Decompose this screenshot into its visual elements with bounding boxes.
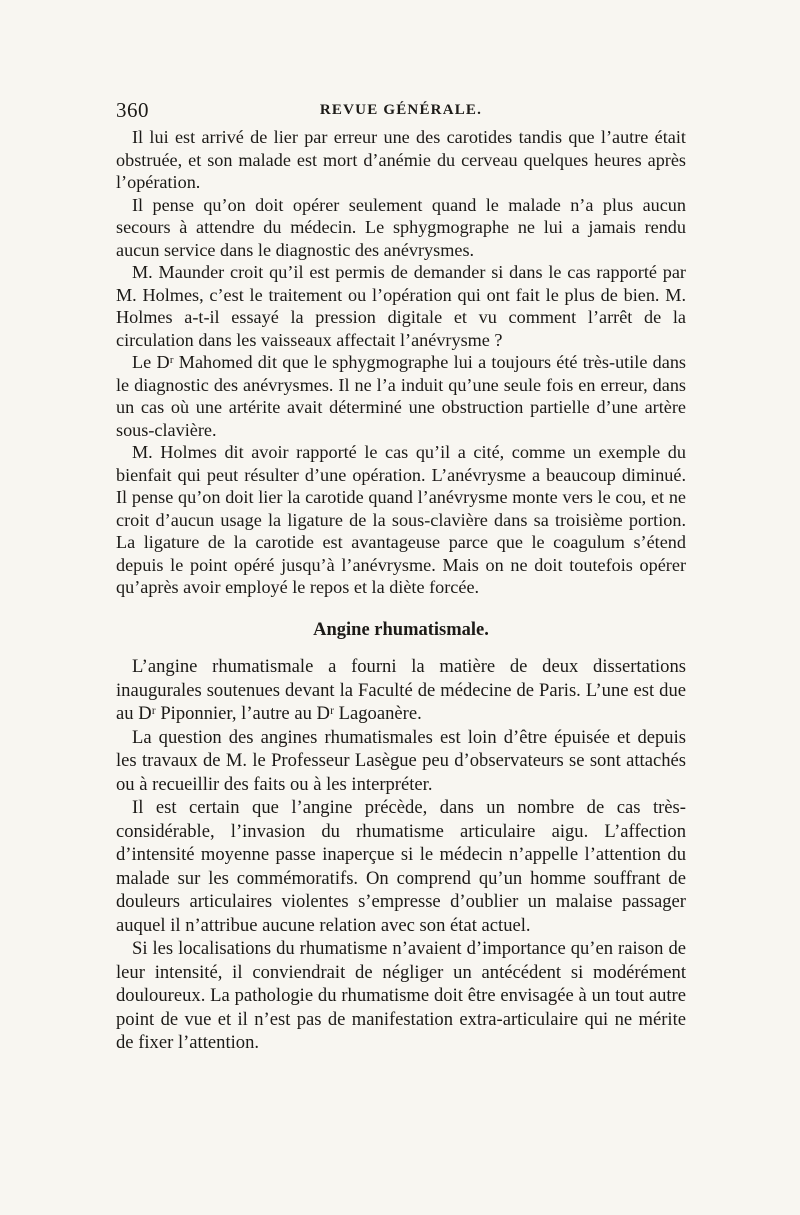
- paragraph: Si les localisations du rhumatisme n’avaient d’importance qu’en raison de leur intensité, il conviendrait de négliger un antécédent si modérément douloureux. La pathologie du rhumatisme doit être envisagée à un tout autre point de vue et il n’est pas de manifestation extra-articulaire qui ne mérite de fixer l’attention.: [116, 938, 686, 1053]
- section-title: Angine rhumatismale.: [313, 619, 489, 640]
- paragraph: Le Dʳ Mahomed dit que le sphygmographe lui a toujours été très-utile dans le diagnostic des anévrysmes. Il ne l’a induit qu’une seule fois en erreur, dans un cas où une artérite avait déterminé une obstruction partielle d’une artère sous-clavière.: [116, 352, 686, 440]
- paragraph: M. Maunder croit qu’il est permis de demander si dans le cas rapporté par M. Holmes, c’est le traitement ou l’opération qui ont fait le plus de bien. M. Holmes a-t-il essayé la pression digitale et vu comment l’arrêt de la circulation dans les vaisseaux affectait l’anévrysme ?: [116, 262, 686, 350]
- paragraph: M. Holmes dit avoir rapporté le cas qu’il a cité, comme un exemple du bienfait qui peut résulter d’une opération. L’anévrysme a beaucoup diminué. Il pense qu’on doit lier la carotide quand l’anévrysme monte vers le cou, et ne croit d’aucun usage la ligature de la sous-clavière dans sa troisième portion. La ligature de la carotide est avantageuse parce que le coagulum s’étend depuis le point opéré jusqu’à l’anévrysme. Mais on ne doit toutefois opérer qu’après avoir employé le repos et la diète forcée.: [116, 442, 686, 597]
- paragraph: Il pense qu’on doit opérer seulement quand le malade n’a plus aucun secours à attendre du médecin. Le sphygmographe ne lui a jamais rendu aucun service dans le diagnostic des anévrysmes.: [116, 194, 686, 260]
- page-header: [116, 98, 686, 122]
- paragraph: Il lui est arrivé de lier par erreur une des carotides tandis que l’autre était obstruée, et son malade est mort d’anémie du cerveau quelques heures après l’opération.: [116, 127, 686, 192]
- paragraph: L’angine rhumatismale a fourni la matière de deux dissertations inaugurales soutenues devant la Faculté de médecine de Paris. L’une est due au Dʳ Piponnier, l’autre au Dʳ Lagoanère.: [116, 656, 686, 724]
- section-body: [116, 655, 686, 1055]
- paragraph: Il est certain que l’angine précède, dans un nombre de cas très-considérable, l’invasion du rhumatisme articulaire aigu. L’affection d’intensité moyenne passe inaperçue si le médecin n’appelle l’attention du malade sur les commémoratifs. On comprend qu’un homme souffrant de douleurs articulaires violentes s’empresse d’oublier un malaise passager auquel il n’attribue aucune relation avec son état actuel.: [116, 797, 686, 936]
- page-number: 360: [116, 98, 149, 122]
- article-body: [116, 126, 686, 1055]
- paragraph: La question des angines rhumatismales est loin d’être épuisée et depuis les travaux de M. le Professeur Lasègue peu d’observateurs se sont attachés ou à recueillir des faits ou à les interpréter.: [116, 726, 686, 795]
- running-head: REVUE GÉNÉRALE.: [319, 102, 483, 118]
